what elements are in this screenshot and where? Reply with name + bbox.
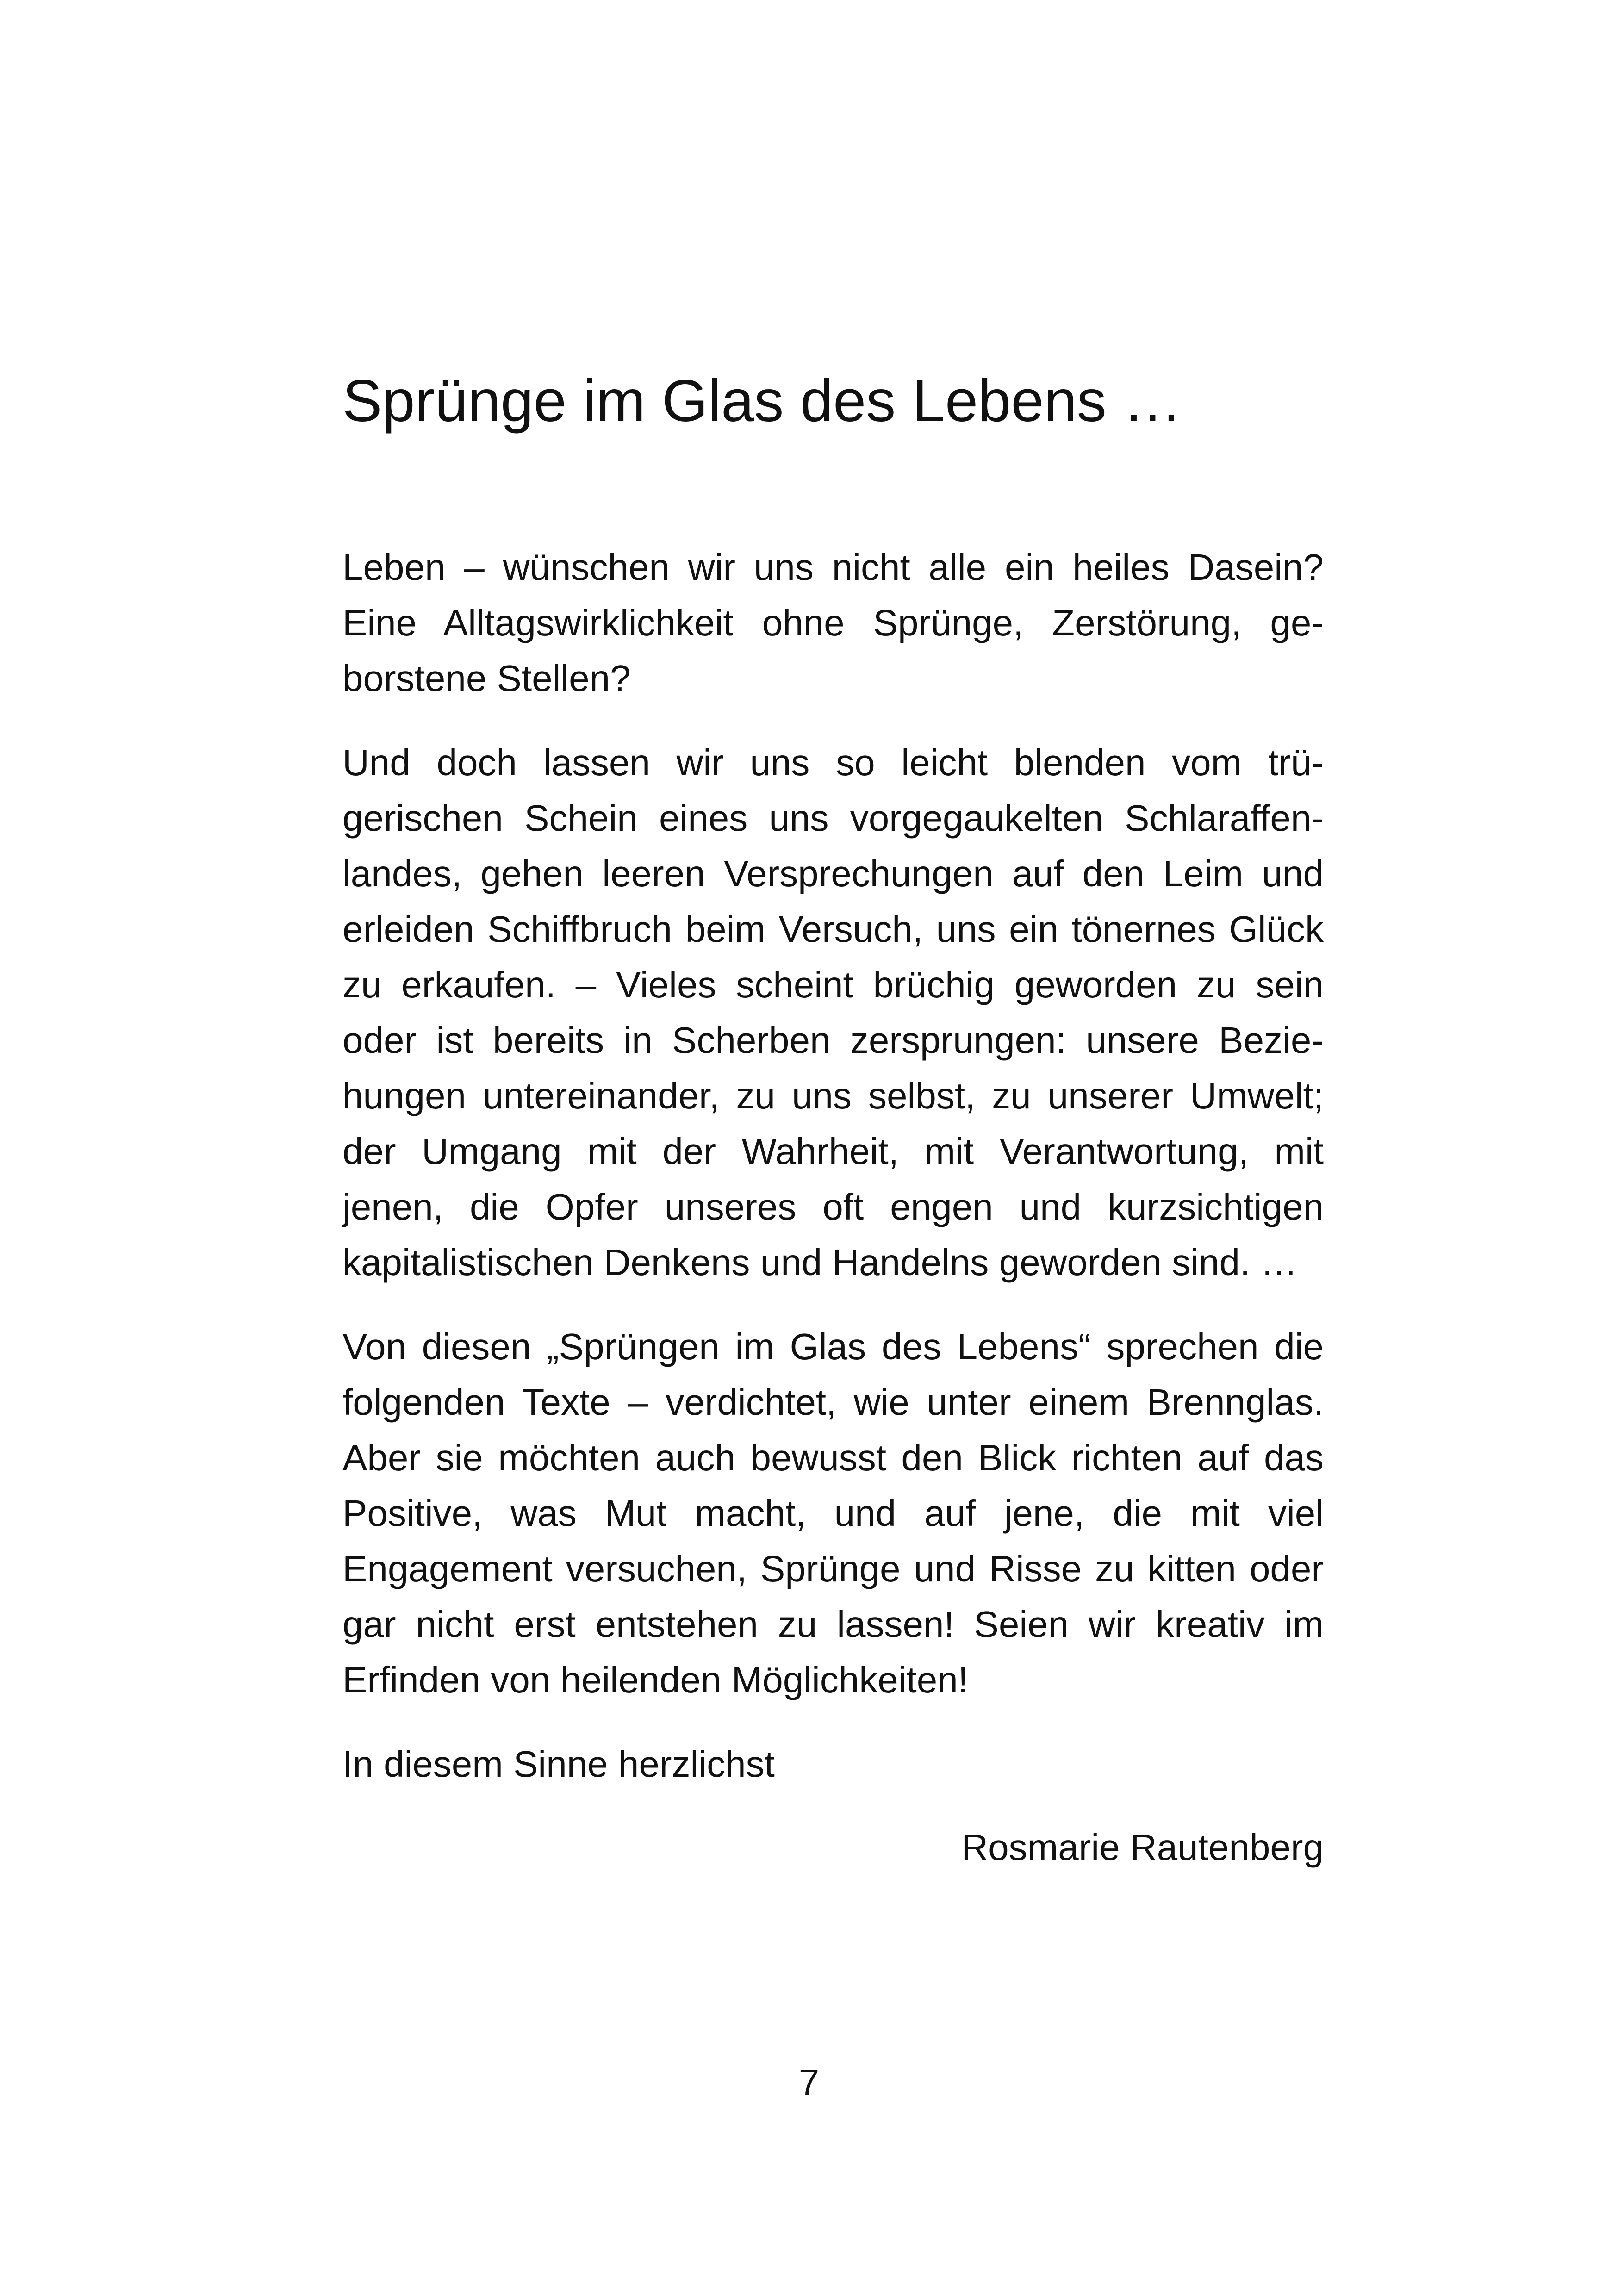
text-line: Leben – wünschen wir uns nicht alle ein heiles Dasein? bbox=[342, 547, 1324, 588]
text-line: Aber sie möchten auch bewusst den Blick richten auf das bbox=[342, 1437, 1324, 1478]
text-line: oder ist bereits in Scherben zersprungen: unsere Bezie- bbox=[342, 1020, 1324, 1061]
closing-line: In diesem Sinne herzlichst bbox=[342, 1743, 775, 1785]
text-line: kapitalistischen Denkens und Handelns geworden sind. … bbox=[342, 1242, 1298, 1283]
page-number: 7 bbox=[798, 2062, 820, 2103]
text-line: borstene Stellen? bbox=[342, 658, 631, 699]
text-line: Eine Alltagswirklichkeit ohne Sprünge, Zerstörung, ge- bbox=[342, 602, 1324, 643]
text-line: Von diesen „Sprüngen im Glas des Lebens“ sprechen die bbox=[342, 1326, 1324, 1367]
paragraph-2 bbox=[342, 735, 1324, 1290]
text-line: hungen untereinander, zu uns selbst, zu unserer Umwelt; bbox=[342, 1075, 1324, 1116]
text-line: Engagement versuchen, Sprünge und Risse zu kitten oder bbox=[342, 1548, 1324, 1589]
text-line: Und doch lassen wir uns so leicht blenden vom trü- bbox=[342, 742, 1324, 783]
text-line: zu erkaufen. – Vieles scheint brüchig geworden zu sein bbox=[342, 964, 1324, 1005]
page-title: Sprünge im Glas des Lebens … bbox=[342, 368, 1182, 434]
text-line: Positive, was Mut macht, und auf jene, die mit viel bbox=[342, 1493, 1324, 1534]
text-line: folgenden Texte – verdichtet, wie unter einem Brennglas. bbox=[342, 1381, 1324, 1423]
paragraph-1 bbox=[342, 540, 1324, 706]
text-line: Erfinden von heilenden Möglichkeiten! bbox=[342, 1659, 968, 1700]
text-line: erleiden Schiffbruch beim Versuch, uns ein tönernes Glück bbox=[342, 908, 1324, 950]
text-line: landes, gehen leeren Versprechungen auf den Leim und bbox=[342, 853, 1324, 894]
text-line: der Umgang mit der Wahrheit, mit Verantwortung, mit bbox=[342, 1131, 1324, 1172]
body-text bbox=[342, 540, 1324, 1875]
text-line: gerischen Schein eines uns vorgegaukelten Schlaraffen- bbox=[342, 797, 1324, 839]
author-signature: Rosmarie Rautenberg bbox=[961, 1827, 1324, 1868]
paragraph-3 bbox=[342, 1319, 1324, 1708]
text-line: gar nicht erst entstehen zu lassen! Seien wir kreativ im bbox=[342, 1604, 1324, 1645]
text-line: jenen, die Opfer unseres oft engen und kurzsichtigen bbox=[342, 1186, 1324, 1227]
